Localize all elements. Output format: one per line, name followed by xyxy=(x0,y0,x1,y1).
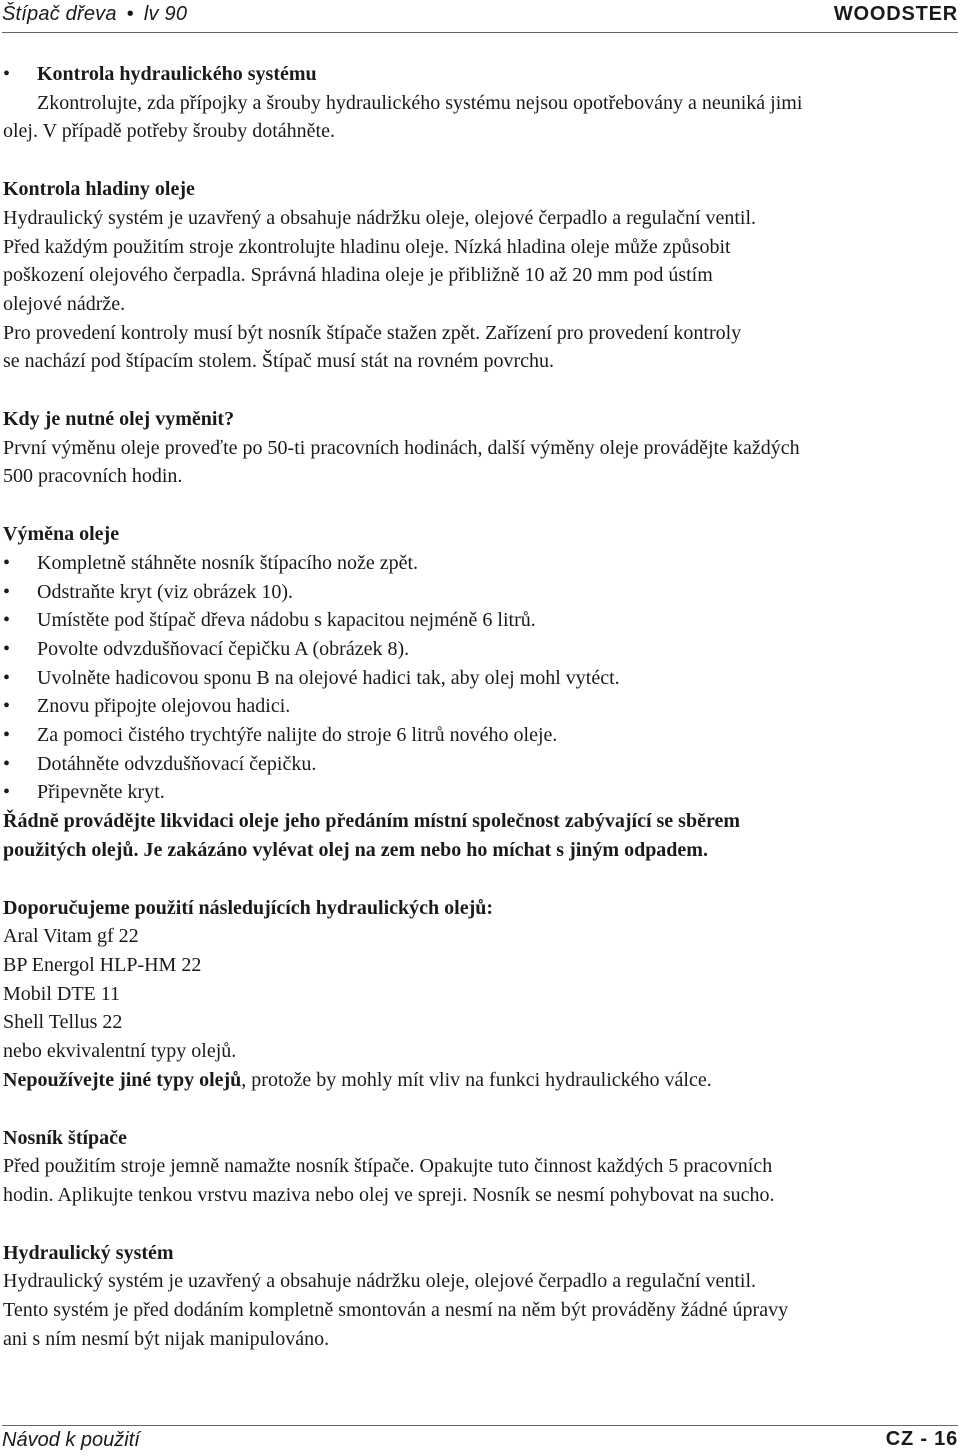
page-header xyxy=(2,0,958,33)
other-oils-warning-bold: Nepoužívejte jiné typy olejů xyxy=(3,1068,242,1091)
recommended-oil-item: Shell Tellus 22 xyxy=(3,1011,123,1034)
oil-change-step: Znovu připojte olejovou hadici. xyxy=(37,695,291,718)
hydraulic-check-title: Kontrola hydraulického systému xyxy=(37,63,317,85)
bullet: • xyxy=(3,781,11,804)
header-model: lv 90 xyxy=(143,3,188,25)
oil-level-line: Hydraulický systém je uzavřený a obsahuje nádržku oleje, olejové čerpadlo a regulační ventil. xyxy=(3,206,757,229)
oil-change-step: Připevněte kryt. xyxy=(37,781,165,804)
list-item xyxy=(3,692,942,721)
other-oils-warning xyxy=(3,1066,942,1095)
recommended-oils-title: Doporučujeme použití následujících hydraulických olejů: xyxy=(3,896,494,919)
equivalent-oils-note: nebo ekvivalentní typy olejů. xyxy=(3,1040,237,1063)
bullet: • xyxy=(3,609,11,632)
list-item xyxy=(3,635,942,664)
list-item xyxy=(3,549,942,578)
hydraulic-check-text-line: Zkontrolujte, zda přípojky a šrouby hydraulického systému nejsou opotřebovány a neuniká jimi xyxy=(37,91,803,114)
list-item xyxy=(3,721,942,750)
oil-change-when-line: 500 pracovních hodin. xyxy=(3,465,183,488)
header-product-title xyxy=(2,3,187,26)
page-footer xyxy=(2,1425,958,1456)
oil-level-line: Pro provedení kontroly musí být nosník štípače stažen zpět. Zařízení pro provedení kontroly xyxy=(3,321,742,344)
oil-level-line: se nachází pod štípacím stolem. Štípač musí stát na rovném povrchu. xyxy=(3,350,554,373)
bullet: • xyxy=(3,637,11,660)
list-item xyxy=(3,778,942,807)
bullet: • xyxy=(3,666,11,689)
hydraulic-system-title: Hydraulický systém xyxy=(3,1241,174,1264)
hydraulic-check-text-line: olej. V případě potřeby šrouby dotáhněte. xyxy=(3,120,335,143)
header-product: Štípač dřeva xyxy=(2,3,117,25)
recommended-oil-item: Mobil DTE 11 xyxy=(3,982,121,1005)
header-separator: • xyxy=(126,3,134,25)
spacer xyxy=(3,865,942,894)
oil-change-step: Odstraňte kryt (viz obrázek 10). xyxy=(37,580,294,603)
oil-level-title: Kontrola hladiny oleje xyxy=(3,178,195,201)
oil-change-step: Umístěte pod štípač dřeva nádobu s kapacitou nejméně 6 litrů. xyxy=(37,609,536,632)
list-item xyxy=(3,578,942,607)
bullet: • xyxy=(3,695,11,718)
other-oils-warning-rest: , protože by mohly mít vliv na funkci hydraulického válce. xyxy=(241,1068,712,1091)
oil-change-step: Za pomoci čistého trychtýře nalijte do stroje 6 litrů nového oleje. xyxy=(37,724,558,747)
hydraulic-system-line: Hydraulický systém je uzavřený a obsahuje nádržku oleje, olejové čerpadlo a regulační ventil. xyxy=(3,1270,757,1293)
beam-line: hodin. Aplikujte tenkou vrstvu maziva nebo olej ve spreji. Nosník se nesmí pohybovat na sucho. xyxy=(3,1183,775,1206)
footer-manual-label: Návod k použití xyxy=(2,1429,140,1451)
oil-change-steps xyxy=(3,549,942,807)
oil-disposal-warning-line: Řádně provádějte likvidaci oleje jeho předáním místní společnost zabývající se sběrem xyxy=(3,810,740,833)
hydraulic-check-item xyxy=(3,60,942,117)
oil-change-step: Povolte odvzdušňovací čepičku A (obrázek 8). xyxy=(37,637,410,660)
oil-change-when-line: První výměnu oleje proveďte po 50-ti pracovních hodinách, další výměny oleje provádějte každých xyxy=(3,436,800,459)
spacer xyxy=(3,1210,942,1239)
oil-change-title: Výměna oleje xyxy=(3,523,120,546)
hydraulic-system-line: Tento systém je před dodáním kompletně smontován a nesmí na něm být prováděny žádné úpravy xyxy=(3,1299,789,1322)
header-brand: WOODSTER xyxy=(833,3,958,25)
oil-level-line: Před každým použitím stroje zkontrolujte hladinu oleje. Nízká hladina oleje může způsobit xyxy=(3,235,731,258)
oil-change-step: Dotáhněte odvzdušňovací čepičku. xyxy=(37,752,317,775)
oil-disposal-warning-line: použitých olejů. Je zakázáno vylévat olej na zem nebo ho míchat s jiným odpadem. xyxy=(3,838,708,861)
oil-level-line: olejové nádrže. xyxy=(3,292,126,315)
beam-title: Nosník štípače xyxy=(3,1126,127,1149)
list-item xyxy=(3,664,942,693)
recommended-oil-item: Aral Vitam gf 22 xyxy=(3,925,139,948)
list-item xyxy=(3,750,942,779)
bullet: • xyxy=(3,580,11,603)
bullet: • xyxy=(3,63,11,85)
hydraulic-system-line: ani s ním nesmí být nijak manipulováno. xyxy=(3,1327,330,1350)
oil-change-step: Kompletně stáhněte nosník štípacího nože zpět. xyxy=(37,551,419,574)
bullet: • xyxy=(3,724,11,747)
oil-level-line: poškození olejového čerpadla. Správná hladina oleje je přibližně 10 až 20 mm pod ústím xyxy=(3,264,713,287)
beam-line: Před použitím stroje jemně namažte nosník štípače. Opakujte tuto činnost každých 5 pracovních xyxy=(3,1155,773,1178)
list-item xyxy=(3,606,942,635)
spacer xyxy=(3,146,942,175)
hydraulic-check-section xyxy=(3,60,942,117)
oil-change-step: Uvolněte hadicovou sponu B na olejové hadici tak, aby olej mohl vytéct. xyxy=(37,666,620,689)
page-content xyxy=(3,60,942,1353)
oil-change-when-title: Kdy je nutné olej vyměnit? xyxy=(3,408,235,431)
spacer xyxy=(3,1095,942,1124)
bullet: • xyxy=(3,551,11,574)
spacer xyxy=(3,491,942,520)
footer-page-number: CZ - 16 xyxy=(885,1428,958,1450)
recommended-oil-item: BP Energol HLP-HM 22 xyxy=(3,953,202,976)
spacer xyxy=(3,376,942,405)
bullet: • xyxy=(3,752,11,775)
